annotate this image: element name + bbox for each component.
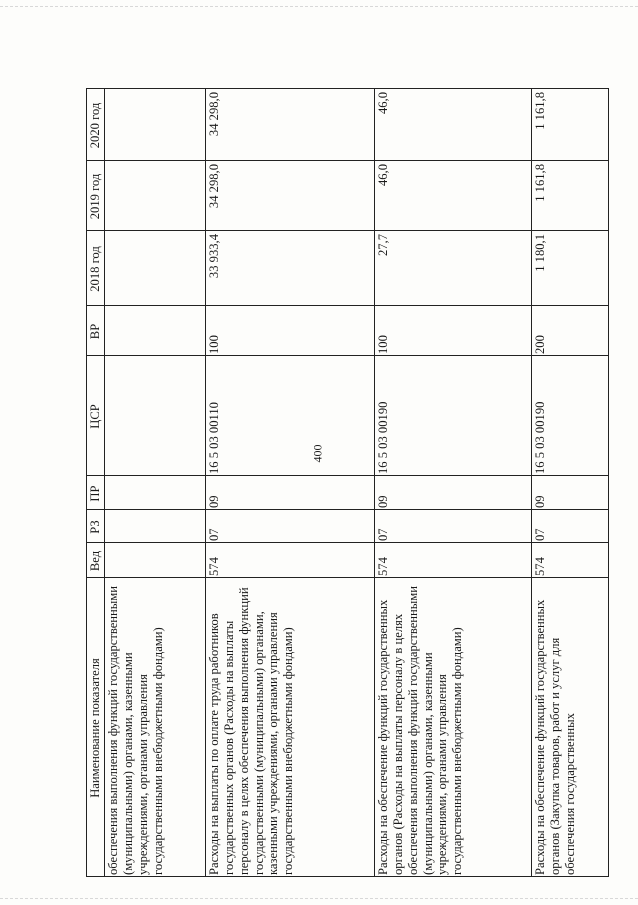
table-row-3-y2019 bbox=[531, 160, 609, 231]
table-row-3-rz bbox=[531, 509, 609, 543]
table-row-2-y2020-text: 46,0 bbox=[376, 92, 390, 115]
header-y2019 bbox=[86, 160, 105, 231]
table-row-2-y2019 bbox=[374, 160, 532, 231]
table-row-3-pr bbox=[531, 475, 609, 510]
table-row-0-csr-text bbox=[105, 356, 207, 477]
table-row-1-csr-text: 16 5 03 00110 bbox=[207, 402, 221, 474]
header-y2020 bbox=[86, 88, 105, 161]
table-row-3-rz-text: 07 bbox=[533, 528, 547, 541]
table-row-1-ved bbox=[205, 542, 375, 578]
table-row-2-rz-text: 07 bbox=[376, 528, 390, 541]
header-y2019-text: 2019 год bbox=[88, 173, 102, 220]
table-row-0-y2018 bbox=[104, 230, 206, 306]
header-csr-text: ЦСР bbox=[88, 404, 102, 429]
table-row-1-vr-text: 100 bbox=[207, 335, 221, 354]
table-row-3-y2018 bbox=[531, 230, 609, 306]
table-row-3-vr bbox=[531, 305, 609, 356]
table-row-2-csr-text: 16 5 03 00190 bbox=[376, 401, 390, 474]
header-name-text: Наименование показателя bbox=[88, 658, 102, 798]
table-row-0-vr bbox=[104, 305, 206, 356]
table-row-3-y2020 bbox=[531, 88, 609, 161]
table-row-0-y2020 bbox=[104, 88, 206, 161]
scan-edge-bottom bbox=[0, 898, 638, 899]
table-row-3-vr-text: 200 bbox=[533, 335, 547, 354]
table-row-1-y2019 bbox=[205, 160, 375, 231]
table-row-3-csr bbox=[531, 355, 609, 476]
header-y2018-text: 2018 год bbox=[88, 246, 102, 292]
table-row-2-ved bbox=[374, 542, 532, 578]
table-row-1-pr bbox=[205, 475, 375, 510]
header-vr-text: ВР bbox=[88, 323, 102, 340]
table-row-3-name bbox=[531, 577, 609, 877]
table-row-1-ved-text: 574 bbox=[207, 557, 221, 576]
table-row-1-y2018-text: 33 933,4 bbox=[207, 234, 221, 279]
table-row-2-csr bbox=[374, 355, 532, 476]
header-ved bbox=[86, 542, 105, 578]
table-row-0-csr bbox=[104, 355, 206, 476]
table-row-2-name bbox=[374, 577, 532, 877]
table-row-0-rz bbox=[104, 509, 206, 543]
table-row-1-pr-text: 09 bbox=[207, 495, 221, 508]
table-row-1-rz bbox=[205, 509, 375, 543]
table-row-0-y2019 bbox=[104, 160, 206, 231]
table-row-0-ved-text bbox=[105, 543, 207, 579]
header-pr bbox=[86, 475, 105, 510]
table-row-3-ved-text: 574 bbox=[533, 557, 547, 576]
table-row-2-y2020 bbox=[374, 88, 532, 161]
table-row-3-y2020-text: 1 161,8 bbox=[533, 92, 547, 130]
table-row-0-y2018-text bbox=[105, 231, 207, 307]
header-name bbox=[86, 577, 105, 877]
header-vr bbox=[86, 305, 105, 356]
table-row-2-y2019-text: 46,0 bbox=[376, 164, 390, 187]
header-y2018 bbox=[86, 230, 105, 306]
table-row-2-pr-text: 09 bbox=[376, 495, 390, 508]
table-row-1-rz-text: 07 bbox=[207, 528, 221, 541]
header-rz-text: РЗ bbox=[88, 520, 102, 534]
table-row-3-csr-text: 16 5 03 00190 bbox=[533, 401, 547, 474]
table-row-1-name-text: Расходы на выплаты по оплате труда работников государственных органов (Расходы на выплаты персоналу в целях обеспечения выполнения функций государственными (муниципальными) органами, казенными учреждениями, органами управления государственными внебюджетными фондами) bbox=[207, 587, 296, 875]
table-row-1-y2019-text: 34 298,0 bbox=[207, 164, 221, 209]
table-row-1-name bbox=[205, 577, 375, 877]
table-row-3-pr-text: 09 bbox=[533, 495, 547, 508]
header-csr bbox=[86, 355, 105, 476]
header-rz bbox=[86, 509, 105, 543]
table-row-2-y2018 bbox=[374, 230, 532, 306]
table-row-3-name-text: Расходы на обеспечение функций государственных органов (Закупка товаров, работ и услуг для обеспечения государственных bbox=[533, 599, 577, 875]
table-row-3-y2019-text: 1 161,8 bbox=[533, 164, 547, 202]
scan-edge-top bbox=[0, 6, 638, 7]
table-row-0-rz-text bbox=[105, 510, 207, 544]
table-row-0-pr bbox=[104, 475, 206, 510]
table-row-0-vr-text bbox=[105, 306, 207, 357]
table-row-2-pr bbox=[374, 475, 532, 510]
table-row-1-y2018 bbox=[205, 230, 375, 306]
table-row-0-name bbox=[104, 577, 206, 877]
table-row-2-name-text: Расходы на обеспечение функций государственных органов (Расходы на выплаты персоналу в целях обеспечения выполнения функций государственными (муниципальными) органами, казенными учреждениями, органами управления государственными внебюджетными фондами) bbox=[376, 586, 465, 875]
table-row-0-name-text: обеспечения выполнения функций государственными (муниципальными) органами, казенными учреждениями, органами управления государственными внебюджетными фондами) bbox=[106, 586, 165, 875]
table-row-2-ved-text: 574 bbox=[376, 557, 390, 576]
table-row-2-vr-text: 100 bbox=[376, 335, 390, 354]
table-row-2-y2018-text: 27,7 bbox=[376, 234, 390, 257]
table-row-0-pr-text bbox=[105, 476, 207, 511]
header-ved-text: Вед bbox=[88, 550, 102, 572]
table-row-0-ved bbox=[104, 542, 206, 578]
table-row-1-vr bbox=[205, 305, 375, 356]
table-row-1-y2020-text: 34 298,0 bbox=[207, 92, 221, 137]
table-row-0-y2020-text bbox=[105, 89, 207, 162]
table-row-2-vr bbox=[374, 305, 532, 356]
table-row-3-ved bbox=[531, 542, 609, 578]
page-number: 400 bbox=[310, 444, 325, 463]
table-row-1-csr bbox=[205, 355, 375, 476]
table-row-2-rz bbox=[374, 509, 532, 543]
table-row-1-y2020 bbox=[205, 88, 375, 161]
header-pr-text: ПР bbox=[88, 485, 102, 502]
table-row-0-y2019-text bbox=[105, 161, 207, 232]
header-y2020-text: 2020 год bbox=[88, 102, 102, 149]
table-row-3-y2018-text: 1 180,1 bbox=[533, 234, 547, 272]
